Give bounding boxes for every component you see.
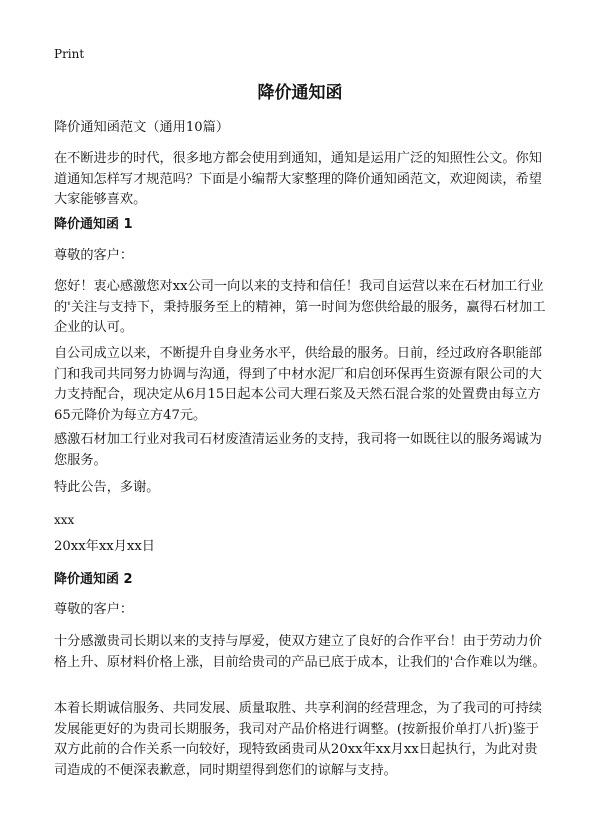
letter2-paragraph-1: 十分感激贵司长期以来的支持与厚爱，使双方建立了良好的合作平台！由于劳动力价格上升、原材料价格上涨，目前给贵司的产品已底于成本，让我们的'合作难以为继。 bbox=[54, 634, 546, 670]
letter1-salutation: 尊敬的客户： bbox=[54, 248, 134, 263]
letter1-paragraph-1: 您好！衷心感激您对xx公司一向以来的支持和信任！我司自运营以来在石材加工行业的'关注与支持下，秉持服务至上的精神，第一时间为您供给最的服务，赢得石材加工企业的认可。 bbox=[54, 279, 546, 336]
page-title: 降价通知函 bbox=[257, 83, 343, 103]
subtitle: 降价通知函范文（通用10篇） bbox=[54, 120, 230, 135]
letter2-paragraph-2: 本着长期诚信服务、共同发展、质量取胜、共享利润的经营理念，为了我司的可持续发展能更好的为贵司长期服务，我司对产品价格进行调整。(按新报价单打八折)鉴于双方此前的合作关系一向较好，现特致函贵司从20xx年xx月xx日起执行，为此对贵司造成的不便深表歉意，同时期望得到您们的谅解与支持。 bbox=[54, 701, 542, 778]
letter1-date: 20xx年xx月xx日 bbox=[54, 539, 155, 554]
intro-paragraph: 在不断进步的时代，很多地方都会使用到通知，通知是运用广泛的知照性公文。你知道通知怎样写才规范吗？下面是小编帮大家整理的降价通知函范文，欢迎阅读，希望大家能够喜欢。 bbox=[54, 151, 542, 208]
letter2-salutation: 尊敬的客户： bbox=[54, 602, 134, 617]
print-label: Print bbox=[54, 47, 85, 61]
letter1-heading: 降价通知函 1 bbox=[54, 217, 133, 232]
letter2-heading: 降价通知函 2 bbox=[54, 572, 133, 587]
letter1-paragraph-3: 感激石材加工行业对我司石材废渣清运业务的支持，我司将一如既往以的服务竭诚为您服务。 bbox=[54, 432, 542, 468]
letter1-signature: xxx bbox=[54, 513, 75, 527]
letter1-paragraph-2: 自公司成立以来，不断提升自身业务水平，供给最的服务。日前，经过政府各职能部门和我司共同努力协调与沟通，得到了中材水泥厂和启创环保再生资源有限公司的大力支持配合，现决定从6月15日起本公司大理石浆及天然石混合浆的处置费由每立方65元降价为每立方47元。 bbox=[54, 346, 542, 423]
letter1-closing: 特此公告，多谢。 bbox=[54, 480, 160, 495]
